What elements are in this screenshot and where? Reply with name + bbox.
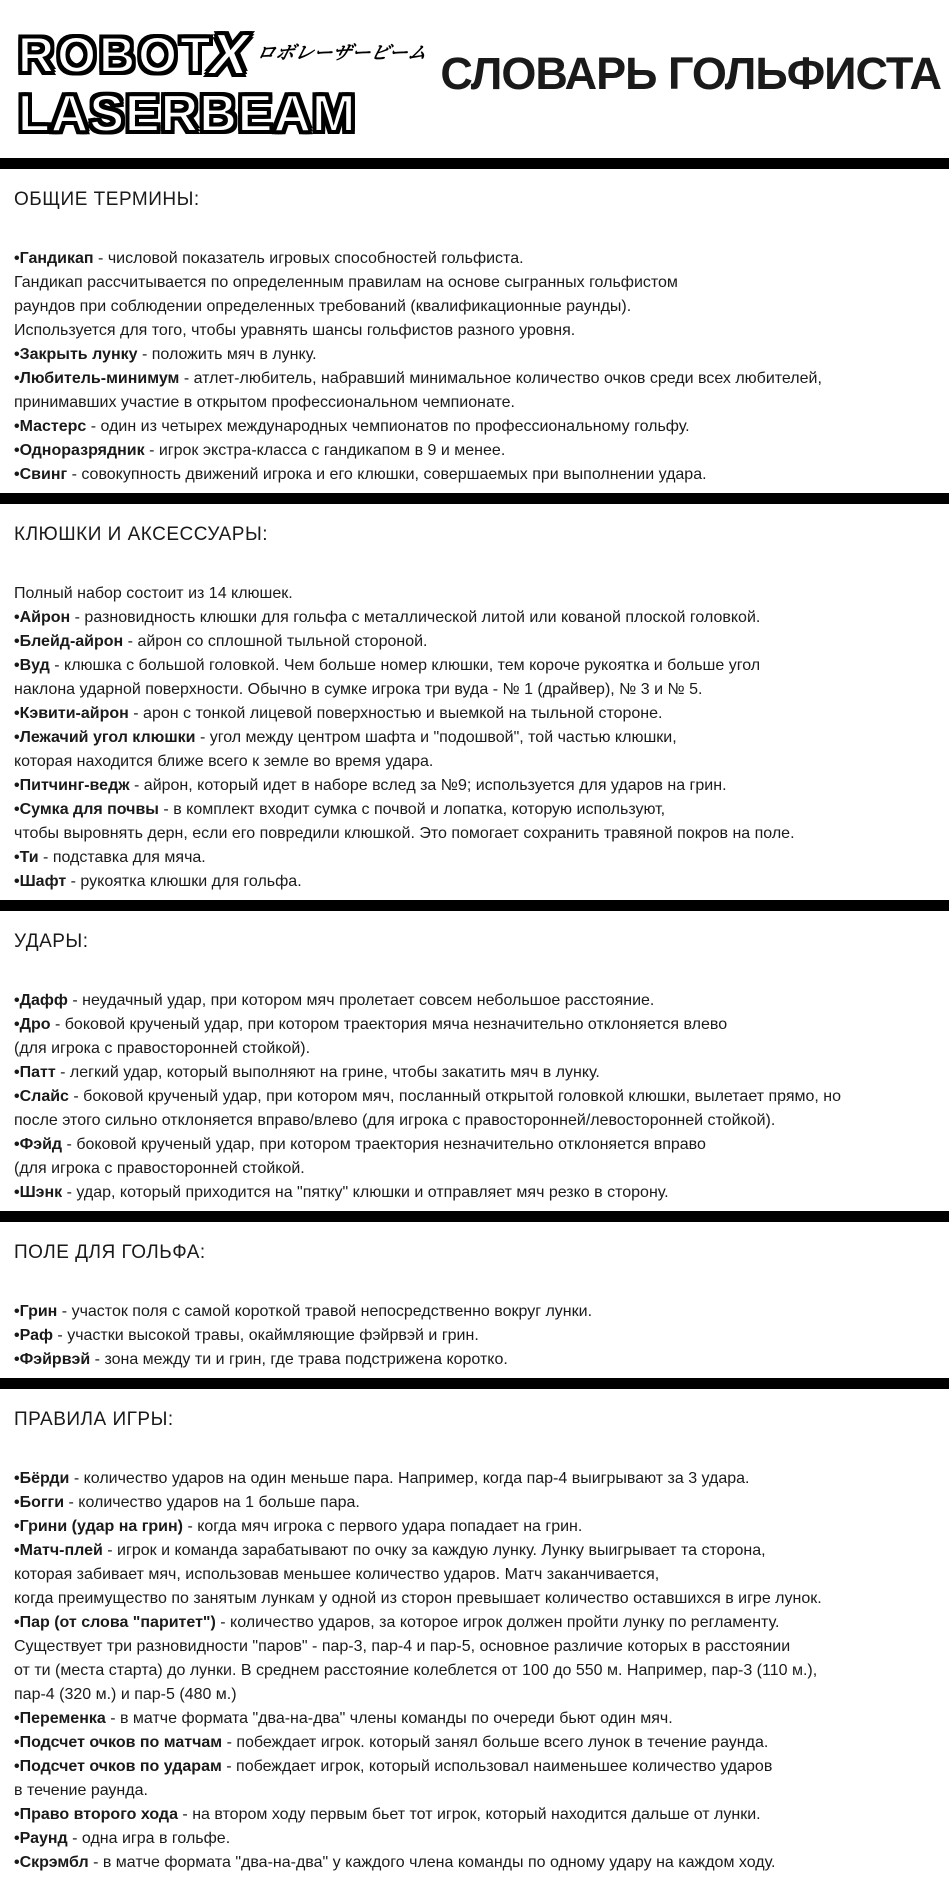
entry-line bbox=[14, 846, 935, 870]
section-general-terms bbox=[0, 189, 949, 487]
section-heading: КЛЮШКИ И АКСЕССУАРЫ: bbox=[14, 524, 269, 545]
entry-term: •Раф bbox=[14, 1327, 53, 1344]
section-heading: ОБЩИЕ ТЕРМИНЫ: bbox=[14, 189, 200, 210]
divider-bar bbox=[0, 158, 949, 169]
entry-definition: - побеждает игрок. который занял больше всего лунок в течение раунда. bbox=[222, 1734, 769, 1751]
entry-term: •Дро bbox=[14, 1016, 51, 1033]
logo-japanese-text: ロボレーザービーム bbox=[254, 43, 430, 64]
glossary-entry bbox=[14, 702, 935, 726]
entry-line bbox=[14, 702, 935, 726]
entry-continuation-line: от ти (места старта) до лунки. В среднем расстояние колеблется от 100 до 550 м. Например, пар-3 (110 м.), bbox=[14, 1662, 818, 1679]
glossary-entry bbox=[14, 870, 935, 894]
entry-definition: - количество ударов на один меньше пара. Например, когда пар-4 выигрывают за 3 удара. bbox=[69, 1470, 750, 1487]
glossary-entry bbox=[14, 846, 935, 870]
glossary-entry bbox=[14, 415, 935, 439]
section-heading: ПРАВИЛА ИГРЫ: bbox=[14, 1409, 174, 1430]
entry-definition: - зона между ти и грин, где трава подстрижена коротко. bbox=[90, 1351, 508, 1368]
entry-term: •Айрон bbox=[14, 609, 71, 626]
entry-line bbox=[14, 1611, 935, 1635]
entry-continuation-line: пар-4 (320 м.) и пар-5 (480 м.) bbox=[14, 1686, 237, 1703]
glossary-entry bbox=[14, 1013, 935, 1061]
section-golf-course bbox=[0, 1242, 949, 1372]
entry-line bbox=[14, 1539, 935, 1563]
entry-term: •Шэнк bbox=[14, 1184, 63, 1201]
entry-definition: - атлет-любитель, набравший минимальное количество очков среди всех любителей, bbox=[179, 370, 822, 387]
entry-term: •Подсчет очков по ударам bbox=[14, 1758, 222, 1775]
section-intro-line: Полный набор состоит из 14 клюшек. bbox=[14, 585, 293, 602]
entry-term: •Слайс bbox=[14, 1088, 69, 1105]
entry-term: •Раунд bbox=[14, 1830, 68, 1847]
entry-line bbox=[14, 1827, 935, 1851]
entry-list bbox=[14, 247, 935, 487]
entry-line bbox=[14, 367, 935, 391]
glossary-entry bbox=[14, 1133, 935, 1181]
entry-line bbox=[14, 1013, 935, 1037]
entry-term: •Мастерс bbox=[14, 418, 87, 435]
glossary-entry bbox=[14, 774, 935, 798]
entry-continuation-line: в течение раунда. bbox=[14, 1782, 148, 1799]
entry-definition: - разновидность клюшки для гольфа с металлической литой или кованой плоской головкой. bbox=[70, 609, 761, 626]
entry-definition: - удар, который приходится на "пятку" клюшки и отправляет мяч резко в сторону. bbox=[62, 1184, 669, 1201]
entry-term: •Сумка для почвы bbox=[14, 801, 159, 818]
entry-line bbox=[14, 1515, 935, 1539]
entry-line bbox=[14, 1755, 935, 1779]
entry-term: •Закрыть лунку bbox=[14, 346, 138, 363]
entry-continuation-line: которая забивает мяч, использовав меньшее количество ударов. Матч заканчивается, bbox=[14, 1566, 660, 1583]
entry-list bbox=[14, 582, 935, 894]
entry-term: •Бёрди bbox=[14, 1470, 70, 1487]
entry-line bbox=[14, 1491, 935, 1515]
section-heading: УДАРЫ: bbox=[14, 931, 89, 952]
glossary-entry bbox=[14, 247, 935, 343]
entry-definition: - один из четырех международных чемпионатов по профессиональному гольфу. bbox=[86, 418, 690, 435]
entry-definition: - арон с тонкой лицевой поверхностью и выемкой на тыльной стороне. bbox=[128, 705, 663, 722]
entry-continuation-line: (для игрока с правосторонней стойкой. bbox=[14, 1160, 305, 1177]
entry-term: •Ти bbox=[14, 849, 39, 866]
entry-term: •Вуд bbox=[14, 657, 50, 674]
entry-definition: - участки высокой травы, окаймляющие фэйрвэй и грин. bbox=[52, 1327, 479, 1344]
entry-continuation-line: (для игрока с правосторонней стойкой). bbox=[14, 1040, 311, 1057]
entry-line bbox=[14, 1851, 935, 1875]
entry-definition: - в матче формата "два-на-два" у каждого члена команды по одному удару на каждом ходу. bbox=[88, 1854, 776, 1871]
entry-definition: - игрок экстра-класса с гандикапом в 9 и менее. bbox=[144, 442, 506, 459]
glossary-entry bbox=[14, 1731, 935, 1755]
entry-definition: - участок поля с самой короткой травой непосредственно вокруг лунки. bbox=[57, 1303, 593, 1320]
entry-definition: - боковой крученый удар, при котором траектория мяча незначительно отклоняется влево bbox=[50, 1016, 728, 1033]
entry-definition: - когда мяч игрока с первого удара попадает на грин. bbox=[183, 1518, 583, 1535]
page-title: СЛОВАРЬ ГОЛЬФИСТА bbox=[440, 48, 941, 99]
glossary-entry bbox=[14, 1755, 935, 1803]
entry-definition: - одна игра в гольфе. bbox=[67, 1830, 231, 1847]
entry-definition: - игрок и команда зарабатывают по очку за каждую лунку. Лунку выигрывает та сторона, bbox=[102, 1542, 766, 1559]
entry-term: •Кэвити-айрон bbox=[14, 705, 129, 722]
entry-continuation-line: раундов при соблюдении определенных требований (квалификационные раунды). bbox=[14, 298, 632, 315]
entry-term: •Свинг bbox=[14, 466, 68, 483]
divider-bar bbox=[0, 493, 949, 504]
entry-continuation-line: Существует три разновидности "паров" - пар-3, пар-4 и пар-5, основное различие которых в расстоянии bbox=[14, 1638, 791, 1655]
entry-definition: - побеждает игрок, который использовал наименьшее количество ударов bbox=[221, 1758, 773, 1775]
section-clubs-accessories bbox=[0, 524, 949, 894]
glossary-entry bbox=[14, 1181, 935, 1205]
robotx-laserbeam-logo bbox=[18, 22, 430, 143]
logo-x-mark: X bbox=[202, 22, 259, 87]
entry-continuation-line: Гандикап рассчитывается по определенным правилам на основе сыгранных гольфистом bbox=[14, 274, 678, 291]
entry-list bbox=[14, 1300, 935, 1372]
entry-term: •Подсчет очков по матчам bbox=[14, 1734, 223, 1751]
entry-term: •Шафт bbox=[14, 873, 67, 890]
entry-term: •Патт bbox=[14, 1064, 56, 1081]
glossary-entry bbox=[14, 1324, 935, 1348]
entry-definition: - угол между центром шафта и "подошвой", той частью клюшки, bbox=[195, 729, 677, 746]
entry-term: •Гандикап bbox=[14, 250, 94, 267]
glossary-entry bbox=[14, 630, 935, 654]
divider-bar bbox=[0, 1378, 949, 1389]
glossary-entry bbox=[14, 798, 935, 846]
entry-definition: - боковой крученый удар, при котором мяч, посланный открытой головкой клюшки, вылетает прямо, но bbox=[68, 1088, 842, 1105]
glossary-entry bbox=[14, 1827, 935, 1851]
entry-definition: - неудачный удар, при котором мяч пролетает совсем небольшое расстояние. bbox=[67, 992, 655, 1009]
entry-term: •Скрэмбл bbox=[14, 1854, 89, 1871]
entry-definition: - клюшка с большой головкой. Чем больше номер клюшки, тем короче рукоятка и больше угол bbox=[49, 657, 761, 674]
glossary-entry bbox=[14, 1803, 935, 1827]
entry-line bbox=[14, 989, 935, 1013]
entry-definition: - легкий удар, который выполняют на грине, чтобы закатить мяч в лунку. bbox=[55, 1064, 600, 1081]
entry-definition: - подставка для мяча. bbox=[38, 849, 206, 866]
logo-robot-text: ROBOT bbox=[18, 27, 214, 83]
entry-term: •Переменка bbox=[14, 1710, 106, 1727]
glossary-entry bbox=[14, 1851, 935, 1875]
logo-top-row bbox=[18, 22, 430, 87]
glossary-entry bbox=[14, 1300, 935, 1324]
entry-line bbox=[14, 726, 935, 750]
section-strokes bbox=[0, 931, 949, 1205]
section-heading: ПОЛЕ ДЛЯ ГОЛЬФА: bbox=[14, 1242, 206, 1263]
glossary-entry bbox=[14, 606, 935, 630]
entry-term: •Фэйд bbox=[14, 1136, 63, 1153]
entry-continuation-line: чтобы выровнять дерн, если его повредили клюшкой. Это помогает сохранить травяной покров на поле. bbox=[14, 825, 795, 842]
entry-definition: - в матче формата "два-на-два" члены команды по очереди бьют один мяч. bbox=[105, 1710, 673, 1727]
entry-line bbox=[14, 774, 935, 798]
glossary-entry bbox=[14, 1515, 935, 1539]
glossary-entry bbox=[14, 989, 935, 1013]
entry-continuation-line: которая находится ближе всего к земле во время удара. bbox=[14, 753, 434, 770]
entry-line bbox=[14, 1324, 935, 1348]
entry-definition: - совокупность движений игрока и его клюшки, совершаемых при выполнении удара. bbox=[67, 466, 707, 483]
entry-definition: - количество ударов на 1 больше пара. bbox=[64, 1494, 360, 1511]
entry-line bbox=[14, 1085, 935, 1109]
entry-line bbox=[14, 654, 935, 678]
entry-definition: - боковой крученый удар, при котором траектория незначительно отклоняется вправо bbox=[62, 1136, 706, 1153]
glossary-entry bbox=[14, 1085, 935, 1133]
glossary-entry bbox=[14, 1467, 935, 1491]
entry-line bbox=[14, 1803, 935, 1827]
entry-term: •Любитель-минимум bbox=[14, 370, 180, 387]
glossary-entry bbox=[14, 439, 935, 463]
glossary-entry bbox=[14, 1707, 935, 1731]
entry-term: •Одноразрядник bbox=[14, 442, 145, 459]
entry-list bbox=[14, 989, 935, 1205]
entry-continuation-line: наклона ударной поверхности. Обычно в сумке игрока три вуда - № 1 (драйвер), № 3 и № 5. bbox=[14, 681, 703, 698]
entry-line bbox=[14, 415, 935, 439]
divider-bar bbox=[0, 900, 949, 911]
glossary-entry bbox=[14, 1611, 935, 1707]
entry-term: •Фэйрвэй bbox=[14, 1351, 91, 1368]
entry-term: •Богги bbox=[14, 1494, 65, 1511]
entry-term: •Дафф bbox=[14, 992, 68, 1009]
entry-continuation-line: принимавших участие в открытом профессиональном чемпионате. bbox=[14, 394, 515, 411]
entry-line bbox=[14, 463, 935, 487]
entry-term: •Блейд-айрон bbox=[14, 633, 124, 650]
page-header bbox=[0, 0, 949, 158]
entry-definition: - на втором ходу первым бьет тот игрок, который находится дальше от лунки. bbox=[177, 1806, 761, 1823]
entry-continuation-line: после этого сильно отклоняется вправо/влево (для игрока с правосторонней/левосторонней стойкой). bbox=[14, 1112, 776, 1129]
entry-term: •Матч-плей bbox=[14, 1542, 103, 1559]
glossary-entry bbox=[14, 1539, 935, 1611]
entry-line bbox=[14, 1731, 935, 1755]
glossary-entry bbox=[14, 1348, 935, 1372]
entry-line bbox=[14, 1133, 935, 1157]
entry-term: •Лежачий угол клюшки bbox=[14, 729, 196, 746]
entry-line bbox=[14, 870, 935, 894]
entry-line bbox=[14, 439, 935, 463]
glossary-entry bbox=[14, 1061, 935, 1085]
entry-line bbox=[14, 1707, 935, 1731]
glossary-entry bbox=[14, 654, 935, 702]
glossary-entry bbox=[14, 1491, 935, 1515]
entry-line bbox=[14, 1467, 935, 1491]
entry-definition: - положить мяч в лунку. bbox=[137, 346, 317, 363]
entry-definition: - числовой показатель игровых способностей гольфиста. bbox=[93, 250, 524, 267]
entry-line bbox=[14, 798, 935, 822]
entry-continuation-line: когда преимущество по занятым лункам у одной из сторон превышает количество оставшихся в игре лунок. bbox=[14, 1590, 822, 1607]
entry-line bbox=[14, 247, 935, 271]
entry-continuation-line: Используется для того, чтобы уравнять шансы гольфистов разного уровня. bbox=[14, 322, 576, 339]
entry-line bbox=[14, 1348, 935, 1372]
glossary-entry bbox=[14, 367, 935, 415]
entry-definition: - в комплект входит сумка с почвой и лопатка, которую используют, bbox=[158, 801, 666, 818]
entry-line bbox=[14, 343, 935, 367]
glossary-entry bbox=[14, 726, 935, 774]
entry-line bbox=[14, 630, 935, 654]
entry-term: •Грини (удар на грин) bbox=[14, 1518, 183, 1535]
entry-definition: - рукоятка клюшки для гольфа. bbox=[66, 873, 302, 890]
entry-term: •Пар (от слова "паритет") bbox=[14, 1614, 216, 1631]
divider-bar bbox=[0, 1211, 949, 1222]
entry-term: •Право второго хода bbox=[14, 1806, 178, 1823]
entry-definition: - количество ударов, за которое игрок должен пройти лунку по регламенту. bbox=[215, 1614, 780, 1631]
entry-definition: - айрон, который идет в наборе вслед за №9; используется для ударов на грин. bbox=[129, 777, 727, 794]
entry-term: •Грин bbox=[14, 1303, 58, 1320]
entry-definition: - айрон со сплошной тыльной стороной. bbox=[123, 633, 428, 650]
glossary-entry bbox=[14, 343, 935, 367]
section-rules bbox=[0, 1409, 949, 1875]
entry-line bbox=[14, 606, 935, 630]
entry-line bbox=[14, 1061, 935, 1085]
glossary-entry bbox=[14, 463, 935, 487]
logo-laserbeam-text: LASERBEAM bbox=[18, 85, 357, 143]
entry-term: •Питчинг-ведж bbox=[14, 777, 130, 794]
entry-list bbox=[14, 1467, 935, 1875]
entry-line bbox=[14, 1181, 935, 1205]
entry-line bbox=[14, 1300, 935, 1324]
